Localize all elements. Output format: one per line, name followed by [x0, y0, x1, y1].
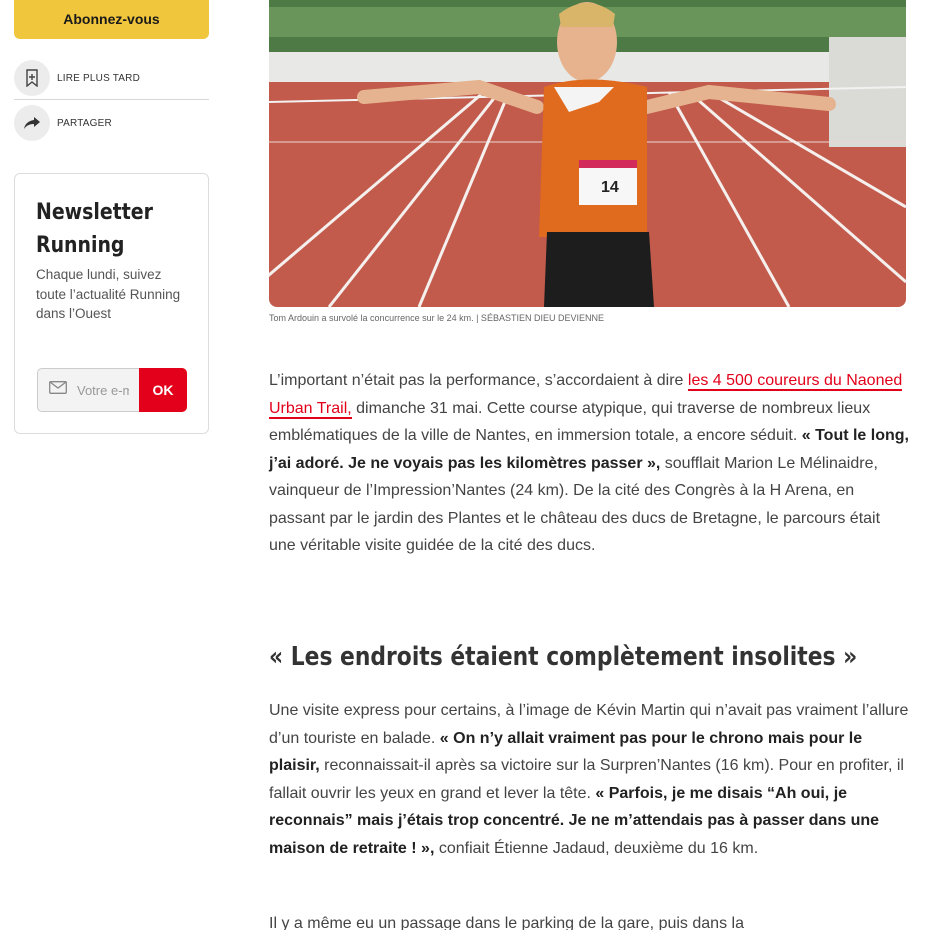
article-subheading: « Les endroits étaient complètement insolites »: [269, 642, 858, 672]
p2-quote-1: « On n’y allait vraiment pas pour le chrono mais pour le plaisir,: [269, 729, 863, 774]
runner-illustration: [269, 0, 906, 307]
p2-quote-2: « Parfois, je me disais “Ah oui, je reconnais” mais j’étais trop concentré. Je ne m’attendais pas à passer dans une maison de retraite ! »,: [269, 784, 880, 857]
article-paragraph-2: [269, 697, 909, 862]
share-label: PARTAGER: [57, 117, 112, 129]
p2-text-1: Une visite express pour certains, à l’image de Kévin Martin qui n’avait pas vraiment l’allure d’un touriste en balade.: [269, 702, 909, 747]
envelope-icon: [49, 381, 67, 399]
newsletter-email-wrapper[interactable]: [37, 368, 139, 412]
read-later-label: LIRE PLUS TARD: [57, 72, 141, 84]
article-paragraph-3: Il y a même eu un passage dans le parking de la gare, puis dans la: [269, 915, 744, 930]
newsletter-email-input[interactable]: [77, 383, 129, 398]
sidebar-divider: [14, 99, 209, 100]
p2-text-2: reconnaissait-il après sa victoire sur la Surpren’Nantes (16 km). Pour en profiter, il fallait ouvrir les yeux en grand et lever la tête.: [269, 757, 904, 802]
share-arrow-icon: [14, 105, 50, 141]
article-paragraph-1: [269, 367, 909, 560]
share-button[interactable]: [14, 104, 209, 142]
runner-bib-number: 14: [601, 179, 619, 196]
article-link-naoned-urban-trail[interactable]: les 4 500 coureurs du Naoned Urban Trail,: [269, 372, 903, 417]
p2-text-3: confiait Étienne Jadaud, deuxième du 16 km.: [434, 839, 759, 857]
p1-text-3: soufflait Marion Le Mélinaidre, vainqueur de l’Impression’Nantes (24 km). De la cité des Congrès à la H Arena, en passant par le jardin des Plantes et le château des ducs de Bretagne, le parcours était une véritable visite guidée de la cité des ducs.: [269, 454, 881, 554]
p1-text-2: dimanche 31 mai. Cette course atypique, qui traverse de nombreux lieux emblématiques de la ville de Nantes, en immersion totale, a encore séduit.: [269, 399, 871, 444]
newsletter-box: [14, 173, 209, 434]
newsletter-description: Chaque lundi, suivez toute l’actualité Running dans l’Ouest: [36, 267, 181, 321]
bookmark-icon: [14, 60, 50, 96]
newsletter-submit-button[interactable]: OK: [139, 368, 187, 412]
newsletter-form: [37, 368, 187, 412]
read-later-button[interactable]: [14, 59, 209, 97]
p1-quote-1: « Tout le long, j’ai adoré. Je ne voyais pas les kilomètres passer »,: [269, 427, 909, 472]
p1-text-1: L’important n’était pas la performance, s’accordaient à dire: [269, 372, 688, 389]
subscribe-button[interactable]: Abonnez-vous: [14, 0, 209, 39]
article-photo: [269, 0, 906, 307]
newsletter-title: Newsletter Running: [36, 200, 153, 258]
photo-caption: Tom Ardouin a survolé la concurrence sur le 24 km. | SÉBASTIEN DIEU DEVIENNE: [269, 313, 604, 323]
